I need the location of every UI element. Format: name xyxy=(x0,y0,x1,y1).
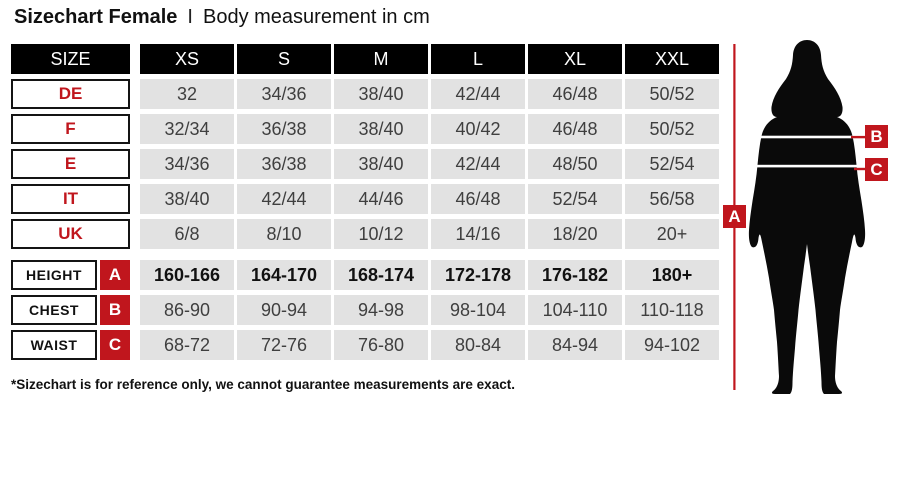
size-cell: 32 xyxy=(140,79,234,109)
size-cell: 20+ xyxy=(625,219,719,249)
title-separator: I xyxy=(187,6,193,28)
title-main: Sizechart Female xyxy=(14,6,178,28)
size-row-uk xyxy=(11,219,719,249)
marker-b: B xyxy=(100,295,130,325)
measure-cell: 86-90 xyxy=(140,295,234,325)
measure-cell: 168-174 xyxy=(334,260,428,290)
measure-cell: 180+ xyxy=(625,260,719,290)
row-label-f: F xyxy=(11,114,130,144)
size-row-de xyxy=(11,79,719,109)
size-cell: 48/50 xyxy=(528,149,622,179)
size-cell: 42/44 xyxy=(237,184,331,214)
female-silhouette xyxy=(749,40,865,394)
row-label-uk: UK xyxy=(11,219,130,249)
column-header-s: S xyxy=(237,44,331,74)
measure-cell: 104-110 xyxy=(528,295,622,325)
measure-row-waist xyxy=(11,330,719,360)
measure-cell: 110-118 xyxy=(625,295,719,325)
size-cell: 44/46 xyxy=(334,184,428,214)
waist-line xyxy=(754,165,859,168)
size-cell: 40/42 xyxy=(431,114,525,144)
svg-text:B: B xyxy=(870,127,883,146)
measure-row-height xyxy=(11,260,719,290)
size-cell: 38/40 xyxy=(140,184,234,214)
measure-cell: 90-94 xyxy=(237,295,331,325)
row-label-e: E xyxy=(11,149,130,179)
measure-cell: 72-76 xyxy=(237,330,331,360)
size-cell: 52/54 xyxy=(625,149,719,179)
column-header-xl: XL xyxy=(528,44,622,74)
measure-cell: 68-72 xyxy=(140,330,234,360)
marker-a: A xyxy=(100,260,130,290)
title-subtitle: Body measurement in cm xyxy=(202,6,430,28)
measure-cell: 94-102 xyxy=(625,330,719,360)
figure-diagram xyxy=(722,38,892,398)
chest-line xyxy=(759,136,854,139)
measure-cell: 176-182 xyxy=(528,260,622,290)
size-cell: 36/38 xyxy=(237,114,331,144)
footnote: *Sizechart is for reference only, we cannot guarantee measurements are exact. xyxy=(11,377,515,392)
size-cell: 10/12 xyxy=(334,219,428,249)
female-silhouette-figure xyxy=(722,38,892,398)
size-row-e xyxy=(11,149,719,179)
measure-cell: 94-98 xyxy=(334,295,428,325)
size-cell: 34/36 xyxy=(140,149,234,179)
size-rows-section xyxy=(11,79,719,249)
size-cell: 38/40 xyxy=(334,114,428,144)
chest-marker-tick xyxy=(851,136,865,138)
marker-c: C xyxy=(100,330,130,360)
measure-row-chest xyxy=(11,295,719,325)
measure-cell: 164-170 xyxy=(237,260,331,290)
column-header-xs: XS xyxy=(140,44,234,74)
row-label-height: HEIGHT xyxy=(11,260,97,290)
row-label-de: DE xyxy=(11,79,130,109)
chest-marker-b xyxy=(865,125,888,148)
row-label-chest: CHEST xyxy=(11,295,97,325)
svg-text:A: A xyxy=(728,207,741,226)
size-cell: 42/44 xyxy=(431,149,525,179)
size-table xyxy=(11,44,719,365)
size-cell: 32/34 xyxy=(140,114,234,144)
waist-marker-tick xyxy=(854,168,865,170)
page-title xyxy=(14,6,430,29)
size-cell: 42/44 xyxy=(431,79,525,109)
row-label-waist: WAIST xyxy=(11,330,97,360)
size-cell: 36/38 xyxy=(237,149,331,179)
measure-cell: 160-166 xyxy=(140,260,234,290)
measure-cell: 80-84 xyxy=(431,330,525,360)
measure-cell: 84-94 xyxy=(528,330,622,360)
measure-rows-section xyxy=(11,260,719,360)
size-cell: 52/54 xyxy=(528,184,622,214)
size-cell: 34/36 xyxy=(237,79,331,109)
size-cell: 14/16 xyxy=(431,219,525,249)
row-label-it: IT xyxy=(11,184,130,214)
size-cell: 50/52 xyxy=(625,79,719,109)
measure-cell: 76-80 xyxy=(334,330,428,360)
column-header-m: M xyxy=(334,44,428,74)
column-header-l: L xyxy=(431,44,525,74)
size-cell: 38/40 xyxy=(334,79,428,109)
size-cell: 18/20 xyxy=(528,219,622,249)
size-cell: 56/58 xyxy=(625,184,719,214)
size-header-cell: SIZE xyxy=(11,44,130,74)
measure-cell: 172-178 xyxy=(431,260,525,290)
table-header-row xyxy=(11,44,719,74)
column-header-xxl: XXL xyxy=(625,44,719,74)
size-cell: 46/48 xyxy=(431,184,525,214)
height-marker-a xyxy=(723,205,746,228)
size-cell: 8/10 xyxy=(237,219,331,249)
size-row-it xyxy=(11,184,719,214)
size-cell: 50/52 xyxy=(625,114,719,144)
waist-marker-c xyxy=(865,158,888,181)
size-cell: 6/8 xyxy=(140,219,234,249)
size-row-f xyxy=(11,114,719,144)
measure-cell: 98-104 xyxy=(431,295,525,325)
svg-text:C: C xyxy=(870,160,883,179)
size-cell: 46/48 xyxy=(528,114,622,144)
size-cell: 38/40 xyxy=(334,149,428,179)
size-cell: 46/48 xyxy=(528,79,622,109)
